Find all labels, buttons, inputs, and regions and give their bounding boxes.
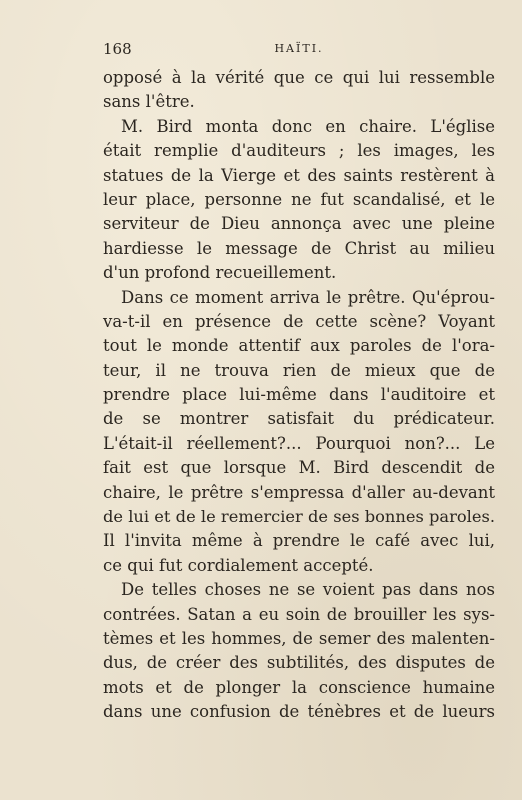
- text-line: De telles choses ne se voient pas dans nos: [121, 580, 495, 600]
- running-title: HAÏTI.: [274, 42, 324, 55]
- text-line: dus, de créer des subtilités, des disputes de: [103, 653, 495, 673]
- text-line: va-t-il en présence de cette scène? Voyant: [103, 311, 495, 331]
- text-line: opposé à la vérité que ce qui lui ressemble: [103, 68, 495, 87]
- text-line: Il l'invita même à prendre le café avec lui,: [103, 531, 495, 551]
- text-line: serviteur de Dieu annonça avec une pleine: [103, 214, 495, 234]
- text-line: ce qui fut cordialement accepté.: [103, 555, 374, 575]
- text-line: de lui et de le remercier de ses bonnes paroles.: [103, 507, 495, 527]
- text-line: contrées. Satan a eu soin de brouiller les sys-: [103, 604, 495, 624]
- text-line: chaire, le prêtre s'empressa d'aller au-devant: [103, 482, 495, 502]
- text-line: Dans ce moment arriva le prêtre. Qu'éprou-: [121, 287, 495, 307]
- text-line: L'était-il réellement?... Pourquoi non?... Le: [103, 433, 495, 453]
- text-line: tout le monde attentif aux paroles de l'ora-: [103, 336, 495, 356]
- text-line: mots et de plonger la conscience humaine: [103, 677, 495, 697]
- text-line: dans une confusion de ténèbres et de lueurs: [103, 702, 495, 722]
- text-line: prendre place lui-même dans l'auditoire et: [103, 385, 495, 405]
- page-number: 168: [103, 40, 132, 58]
- text-line: de se montrer satisfait du prédicateur.: [103, 409, 495, 429]
- text-line: hardiesse le message de Christ au milieu: [103, 238, 495, 258]
- text-line: leur place, personne ne fut scandalisé, et le: [103, 189, 495, 209]
- text-line: tèmes et les hommes, de semer des malenten-: [103, 628, 495, 648]
- text-line: M. Bird monta donc en chaire. L'église: [121, 116, 495, 136]
- text-line: était remplie d'auditeurs ; les images, les: [103, 141, 495, 161]
- body-text: [103, 66, 495, 725]
- text-line: statues de la Vierge et des saints restèrent à: [103, 165, 495, 185]
- running-head: [103, 40, 495, 60]
- text-line: sans l'être.: [103, 92, 195, 112]
- text-line: fait est que lorsque M. Bird descendit de: [103, 458, 495, 478]
- text-line: teur, il ne trouva rien de mieux que de: [103, 360, 495, 380]
- text-line: d'un profond recueillement.: [103, 263, 337, 283]
